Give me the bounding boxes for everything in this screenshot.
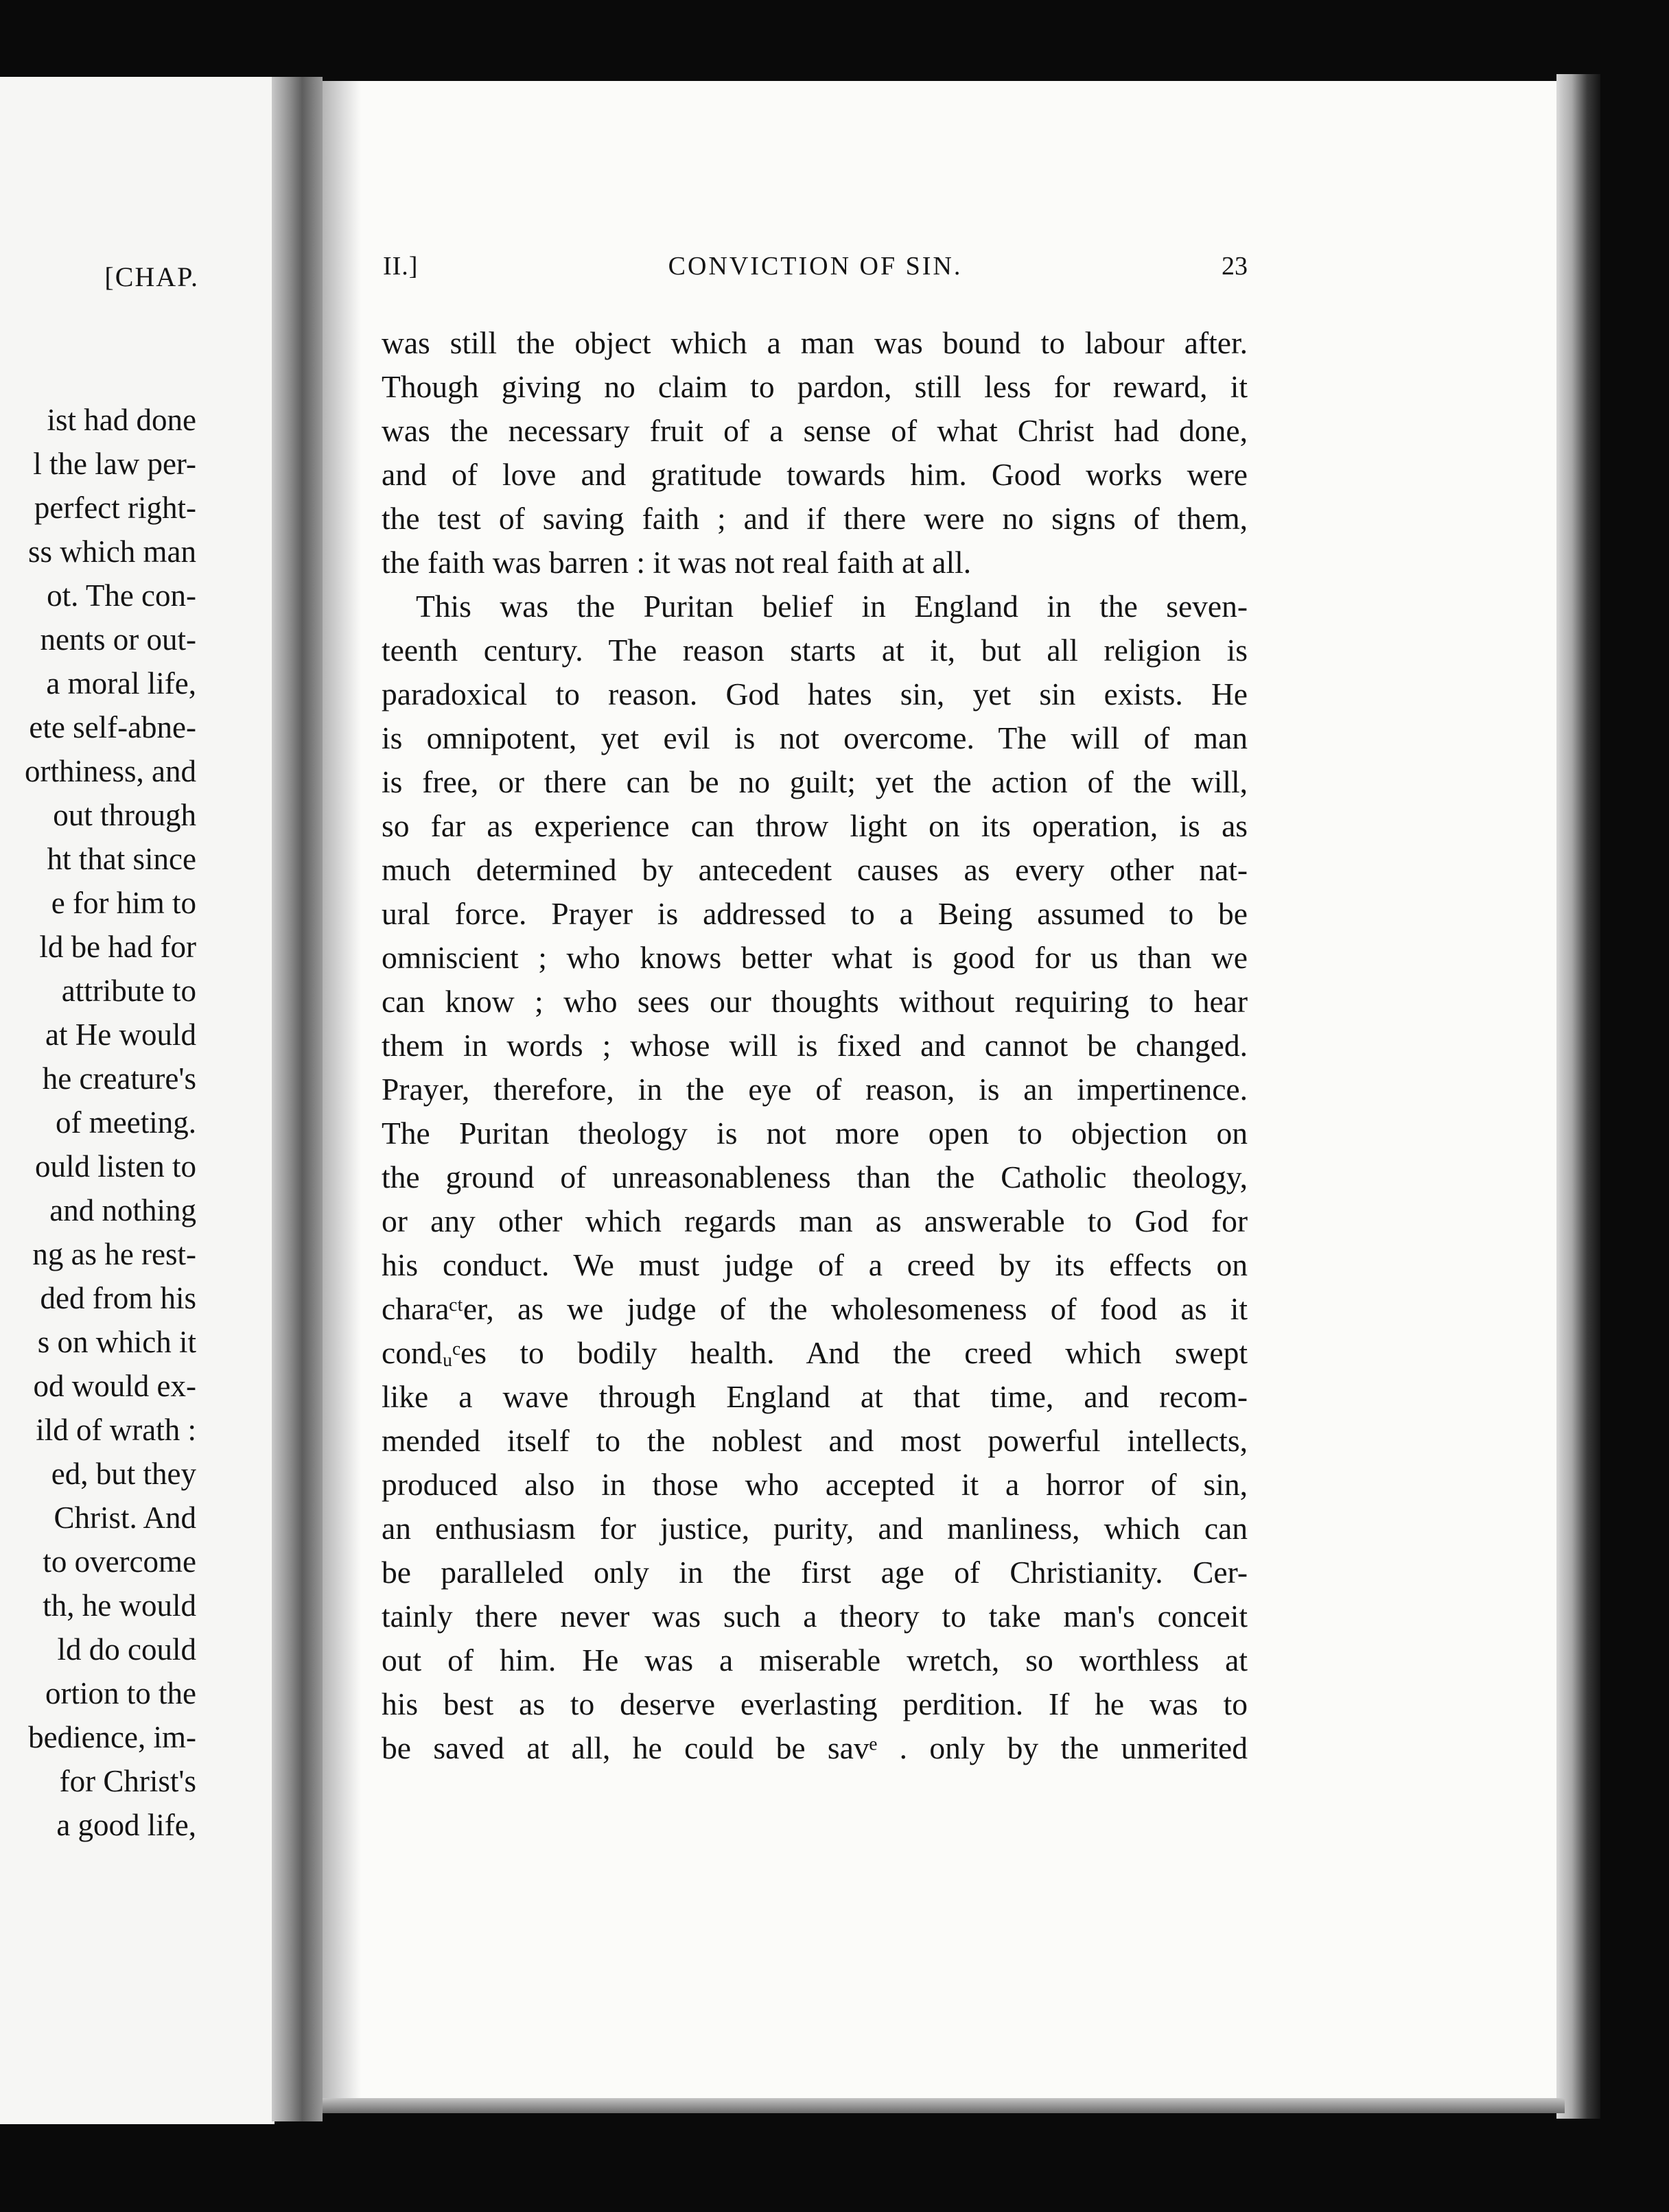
left-text-line: ld do could xyxy=(57,1632,196,1667)
text-line: the faith was barren : it was not real faith at all. xyxy=(382,545,972,580)
text-line: them in words ; whose will is fixed and cannot be changed. xyxy=(382,1028,1248,1063)
text-line: out of him. He was a miserable wretch, so worthless at xyxy=(382,1643,1248,1678)
text-line: much determined by antecedent causes as every other nat- xyxy=(382,852,1248,887)
text-line: the ground of unreasonableness than the Catholic theology, xyxy=(382,1160,1248,1195)
left-text-line: to overcome xyxy=(43,1544,196,1579)
left-page xyxy=(0,77,275,2124)
left-text-line: ild of wrath : xyxy=(36,1413,196,1447)
text-line: omniscient ; who knows better what is good for us than we xyxy=(382,940,1248,975)
left-text-line: ss which man xyxy=(28,534,196,569)
text-line: Prayer, therefore, in the eye of reason, is an impertinence. xyxy=(382,1072,1248,1107)
text-line: and of love and gratitude towards him. Good works were xyxy=(382,457,1248,492)
text-line: can know ; who sees our thoughts without requiring to hear xyxy=(382,984,1248,1019)
left-text-line: nents or out- xyxy=(40,622,196,657)
left-text-line: Christ. And xyxy=(54,1501,196,1535)
page-bottom-edge xyxy=(323,2098,1565,2113)
text-line: is omnipotent, yet evil is not overcome. The will of man xyxy=(382,720,1248,755)
text-line: be paralleled only in the first age of Christianity. Cer- xyxy=(382,1555,1248,1590)
text-line: his conduct. We must judge of a creed by its effects on xyxy=(382,1247,1248,1282)
text-line: so far as experience can throw light on its operation, is as xyxy=(382,808,1248,843)
text-line: an enthusiasm for justice, purity, and manliness, which can xyxy=(382,1511,1248,1546)
chapter-marker: II.] xyxy=(383,252,419,281)
left-text-line: a moral life, xyxy=(46,666,196,701)
text-line: ural force. Prayer is addressed to a Being assumed to be xyxy=(382,896,1248,931)
text-line: the test of saving faith ; and if there were no signs of them, xyxy=(382,501,1248,536)
chapter-title: CONVICTION OF SIN. xyxy=(668,252,963,281)
running-head xyxy=(383,251,1248,292)
left-text-line: ortion to the xyxy=(45,1676,196,1710)
left-text-line: ng as he rest- xyxy=(32,1237,196,1271)
text-line: teenth century. The reason starts at it, but all religion is xyxy=(382,633,1248,668)
left-text-line: for Christ's xyxy=(59,1764,196,1798)
text-line: paradoxical to reason. God hates sin, yet sin exists. He xyxy=(382,676,1248,711)
left-text-line: ete self-abne- xyxy=(29,710,196,744)
left-text-line: out through xyxy=(53,798,196,832)
page-stack-edge xyxy=(1556,74,1600,2119)
left-text-line: he creature's xyxy=(42,1061,196,1096)
text-line: was the necessary fruit of a sense of what Christ had done, xyxy=(382,413,1248,448)
left-text-line: ht that since xyxy=(47,842,196,876)
text-line: or any other which regards man as answerable to God for xyxy=(382,1203,1248,1238)
text-line: be saved at all, he could be savᵉ . only by the unmerited xyxy=(382,1730,1248,1765)
left-text-line: and nothing xyxy=(49,1193,196,1227)
left-text-line: s on which it xyxy=(37,1325,196,1359)
left-text-line: ed, but they xyxy=(51,1457,196,1491)
text-line: The Puritan theology is not more open to objection on xyxy=(382,1116,1248,1151)
text-line: mended itself to the noblest and most powerful intellects, xyxy=(382,1423,1248,1458)
text-line: produced also in those who accepted it a horror of sin, xyxy=(382,1467,1248,1502)
right-page-gutter xyxy=(323,81,361,2099)
text-line: Though giving no claim to pardon, still less for reward, it xyxy=(382,369,1248,404)
text-line: tainly there never was such a theory to take man's conceit xyxy=(382,1599,1248,1634)
left-text-line: e for him to xyxy=(51,886,196,920)
text-line: like a wave through England at that time, and recom- xyxy=(382,1379,1248,1414)
left-text-line: ot. The con- xyxy=(47,578,196,613)
left-text-line: attribute to xyxy=(61,974,196,1008)
left-text-line: orthiness, and xyxy=(25,754,196,788)
left-text-line: ld be had for xyxy=(39,930,196,964)
page-number: 23 xyxy=(1222,252,1248,281)
text-line: charaᶜᵗer, as we judge of the wholesomeness of food as it xyxy=(382,1291,1248,1326)
left-running-head: [CHAP. xyxy=(104,261,199,292)
body-text xyxy=(382,321,1248,1770)
left-text-line: of meeting. xyxy=(56,1105,196,1140)
text-line: is free, or there can be no guilt; yet the action of the will, xyxy=(382,764,1248,799)
text-line: was still the object which a man was bound to labour after. xyxy=(382,325,1248,360)
text-line: condᵤᶜes to bodily health. And the creed which swept xyxy=(382,1335,1248,1370)
left-text-line: ould listen to xyxy=(35,1149,196,1184)
left-text-line: l the law per- xyxy=(33,447,196,481)
left-page-text xyxy=(0,398,196,1847)
left-text-line: od would ex- xyxy=(33,1369,196,1403)
left-text-line: th, he would xyxy=(43,1588,196,1623)
text-line: This was the Puritan belief in England in the seven- xyxy=(416,589,1248,624)
left-text-line: a good life, xyxy=(56,1808,196,1842)
left-text-line: ist had done xyxy=(47,403,196,437)
left-text-line: at He would xyxy=(45,1017,196,1052)
left-text-line: perfect right- xyxy=(34,491,196,525)
left-text-line: bedience, im- xyxy=(28,1720,196,1754)
text-line: his best as to deserve everlasting perdition. If he was to xyxy=(382,1686,1248,1721)
left-text-line: ded from his xyxy=(40,1281,196,1315)
binding-shadow xyxy=(272,77,323,2121)
